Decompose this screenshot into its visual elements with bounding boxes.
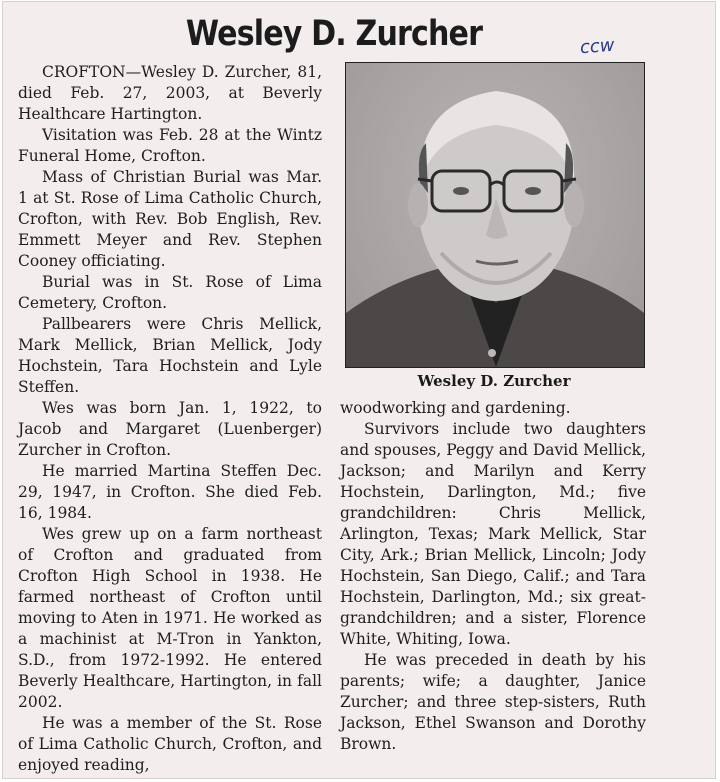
obituary-headline: Wesley D. Zurcher xyxy=(185,14,483,54)
portrait-photo xyxy=(345,62,645,368)
obit-paragraph: He was a member of the St. Rose of Lima Catholic Church, Crofton, and enjoyed reading, xyxy=(18,714,322,774)
obit-paragraph: Burial was in St. Rose of Lima Cemetery, Crofton. xyxy=(18,273,322,312)
right-column xyxy=(340,398,646,755)
portrait-drawing xyxy=(346,63,644,367)
obit-paragraph: Wes was born Jan. 1, 1922, to Jacob and Margaret (Luenberger) Zurcher in Crofton. xyxy=(18,399,322,459)
obit-paragraph-continued: woodworking and gardening. xyxy=(340,399,571,417)
obit-paragraph: Visitation was Feb. 28 at the Wintz Funeral Home, Crofton. xyxy=(18,126,322,165)
left-column xyxy=(18,62,322,776)
obit-paragraph: Pallbearers were Chris Mellick, Mark Mellick, Brian Mellick, Jody Hochstein, Tara Hochstein and Lyle Steffen. xyxy=(18,315,322,396)
obit-paragraph: He married Martina Steffen Dec. 29, 1947, in Crofton. She died Feb. 16, 1984. xyxy=(18,462,322,522)
obit-paragraph: Survivors include two daughters and spouses, Peggy and David Mellick, Jackson; and Marilyn and Kerry Hochstein, Darlington, Md.; five grandchildren: Chris Mellick, Arlington, Texas; Mark Mellick, Star City, Ark.; Brian Mellick, Lincoln; Jody Hochstein, San Diego, Calif.; and Tara Hochstein, Darlington, Md.; six great-grandchildren; and a sister, Florence White, Whiting, Iowa. xyxy=(340,420,646,648)
obit-paragraph: CROFTON—Wesley D. Zurcher, 81, died Feb. 27, 2003, at Beverly Healthcare Hartington. xyxy=(18,63,322,123)
obit-paragraph: He was preceded in death by his parents; wife; a daughter, Janice Zurcher; and three step-sisters, Ruth Jackson, Ethel Swanson and Dorothy Brown. xyxy=(340,651,646,753)
photo-caption: Wesley D. Zurcher xyxy=(417,372,571,390)
obit-paragraph: Mass of Christian Burial was Mar. 1 at St. Rose of Lima Catholic Church, Crofton, with Rev. Bob English, Rev. Emmett Meyer and Rev. Stephen Cooney officiating. xyxy=(18,168,322,270)
obit-paragraph: Wes grew up on a farm northeast of Crofton and graduated from Crofton High School in 1938. He farmed northeast of Crofton until moving to Aten in 1971. He worked as a machinist at M-Tron in Yankton, S.D., from 1972-1992. He entered Beverly Healthcare, Hartington, in fall 2002. xyxy=(18,525,322,711)
handwritten-initials: ccw xyxy=(579,34,616,59)
